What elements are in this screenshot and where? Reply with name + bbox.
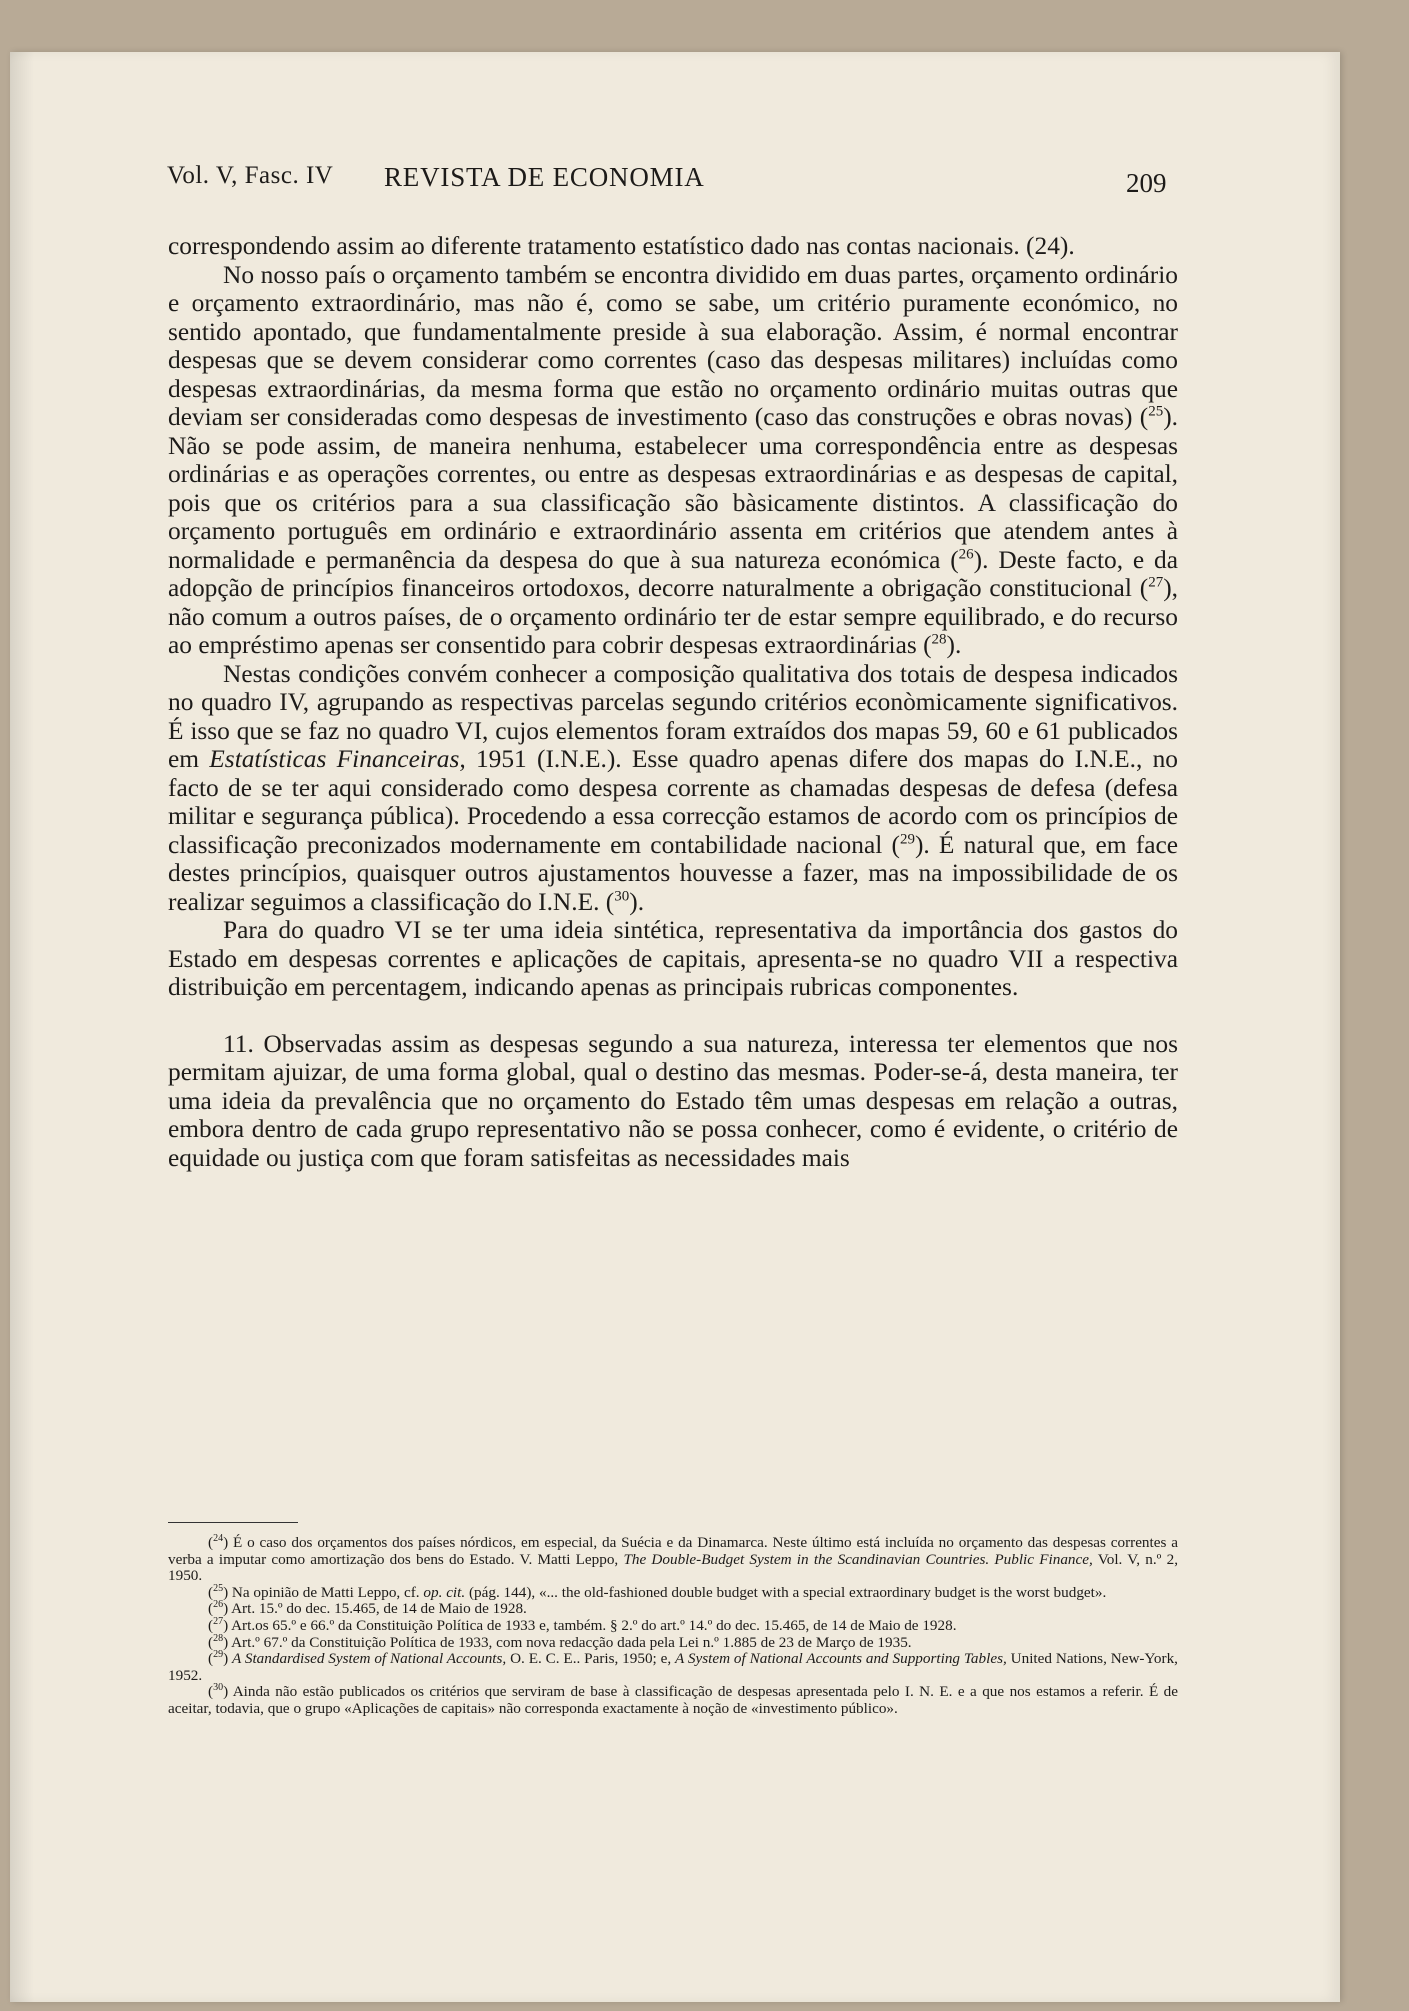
footnote-text: (pág. 144), «... the old-fashioned double budget with a special extraordinary budget is the worst budget». [465,1583,1107,1601]
paragraph-3-part: ). É natural que, em face destes princípios, quaisquer outros ajustamentos houvesse a fazer, mas na impossibilidade de os realizar seguimos a classificação do I.N.E. ( [168,830,1179,916]
page-fold-shadow [10,52,34,2002]
footnote-28: ($^{28}$) Art.º 67.º da Constituição Política de 1933, com nova redacção dada pela Lei n.º 1.885 de 23 de Março de 1935. [208,1632,912,1651]
footnote-ref: 30 [614,888,630,905]
footnotes [168,1532,1178,1718]
footnote-ref: 27 [1148,574,1164,591]
footnote-text: Ainda não estão publicados os critérios que serviram de base à classificação de despesas apresentada pelo I. N. E. e a que nos estamos a referir. É de aceitar, todavia, que o grupo «Aplicações de capitais» não corresponda exactamente à noção de «investimento público». [168,1683,1178,1717]
footnote-mark: 29 [213,1649,224,1661]
footnote-27: ($^{27}$) Art.os 65.º e 66.º da Constituição Política de 1933 e, também. § 2.º do art.º 14.º do dec. 15.465, de 14 de Maio de 1928. [208,1615,957,1634]
publication-title: Estatísticas Financeiras, [209,745,466,773]
footnote-italic: The Double-Budget System in the Scandinavian Countries. Public Finance, [623,1550,1093,1568]
paragraph-1: correspondendo assim ao diferente tratamento estatístico dado nas contas nacionais. (24). [168,232,1075,260]
footnote-text: É o caso dos orçamentos dos países nórdicos, em especial, da Suécia e da Dinamarca. Neste último está incluída no orçamento das despesas correntes a verba a imputar como amortização dos bens do Estado. V. Matti Leppo, [168,1534,1178,1568]
paragraph-2-part: ), não comum a outros países, de o orçamento ordinário ter de estar sempre equilibrado, e do recurso ao empréstimo apenas ser consentido para cobrir despesas extraordinárias ( [168,574,1178,659]
footnote-text: Na opinião de Matti Leppo, cf. [231,1583,424,1601]
paragraph-2-part: ). Não se pode assim, de maneira nenhuma, estabelecer uma correspondência entre as despesas ordinárias e as operações correntes, ou entre as despesas extraordinárias e as despesas de capital, pois que os critérios para a sua classificação são bàsicamente distintos. A classificação do orçamento português em ordinário e extraordinário assenta em critérios que atendem antes à normalidade e permanência da despesa do que à sua natureza económica ( [168,403,1178,574]
footnote-ref: 28 [931,631,947,648]
footnote-text: Art. 15.º do dec. 15.465, de 14 de Maio de 1928. [231,1600,527,1618]
paragraph-2 [168,261,1178,660]
document-page [10,52,1340,2002]
footnote-30: ($^{30}$) Ainda não estão publicados os critérios que serviram de base à classificação de despesas apresentada pelo I. N. E. e a que nos estamos a referir. É de aceitar, todavia, que o grupo «Aplicações de capitais» não corresponda exactamente à noção de «investimento público». [168,1682,1178,1717]
footnote-italic: A System of National Accounts and Supporting Tables, [675,1650,1007,1668]
footnote-mark: 30 [213,1682,224,1694]
footnote-ref: 25 [1148,403,1164,420]
paragraph-2-part: No nosso país o orçamento também se encontra dividido em duas partes, orçamento ordinário e orçamento extraordinário, mas não é, como se sabe, um critério puramente económico, no sentido apontado, que fundamentalmente preside à sua elaboração. Assim, é normal encontrar despesas que se devem considerar como correntes (caso das despesas militares) incluídas como despesas extraordinárias, da mesma forma que estão no orçamento ordinário muitas outras que deviam ser consideradas como despesas de investimento (caso das construções e obras novas) ( [168,260,1178,431]
footnote-text: Art.os 65.º e 66.º da Constituição Política de 1933 e, também. § 2.º do art.º 14.º do dec. 15.465, de 14 de Maio de 1928. [231,1616,957,1634]
footnote-ref: 29 [899,831,915,848]
paragraph-4: Para do quadro VI se ter uma ideia sintética, representativa da importância dos gastos do Estado em despesas correntes e aplicações de capitais, apresenta-se no quadro VII a respectiva distribuição em percentagem, indicando apenas as principais rubricas componentes. [168,916,1178,1001]
footnote-25: ($^{25}$) Na opinião de Matti Leppo, cf. op. cit. (pág. 144), «... the old-fashioned double budget with a special extraordinary budget is the worst budget». [208,1582,1107,1601]
footnote-29: ($^{29}$) A Standardised System of National Accounts, O. E. C. E.. Paris, 1950; e, A System of National Accounts and Supporting Tables, United Nations, New-York, 1952. [168,1649,1178,1684]
paragraph-3-part: ). [629,887,645,916]
running-head-volume: Vol. V, Fasc. IV [167,162,334,189]
paragraph-5: 11. Observadas assim as despesas segundo a sua natureza, interessa ter elementos que nos permitam ajuizar, de uma forma global, qual o destino das mesmas. Poder-se-á, desta maneira, ter uma ideia da prevalência que no orçamento do Estado têm umas despesas em relação a outras, embora dentro de cada grupo representativo não se possa conhecer, como é evidente, o critério de equidade ou justiça com que foram satisfeitas as necessidades mais [168,1029,1178,1172]
footnote-text: Art.º 67.º da Constituição Política de 1933, com nova redacção dada pela Lei n.º 1.885 de 23 de Março de 1935. [231,1633,912,1651]
footnote-mark: 26 [213,1599,224,1611]
footnote-mark: 28 [213,1632,224,1644]
paragraph-3-part: 1951 (I.N.E.). Esse quadro apenas difere dos mapas do I.N.E., no facto de se ter aqui considerado como despesa corrente as chamadas despesas de defesa (defesa militar e segurança pública). Procedendo a essa correcção estamos de acordo com os princípios de classificação preconizados modernamente em contabilidade nacional ( [168,745,1178,859]
paragraph-2-part: ). [946,631,962,659]
footnote-ref: 26 [958,546,974,563]
running-head-journal: REVISTA DE ECONOMIA [384,162,705,192]
body-text [168,232,1178,1172]
paragraph-3 [168,660,1178,917]
footnote-mark: 27 [213,1615,224,1627]
footnote-mark: 25 [213,1582,224,1594]
paragraph-2-part: ). Deste facto, e da adopção de princípios financeiros ortodoxos, decorre naturalmente a obrigação constitucional ( [168,545,1178,602]
footnote-text: United Nations, New-York, 1952. [168,1650,1178,1684]
footnote-24: ($^{24}$) É o caso dos orçamentos dos países nórdicos, em especial, da Suécia e da Dinamarca. Neste último está incluída no orçamento das despesas correntes a verba a imputar como amortização dos bens do Estado. V. Matti Leppo, The Double-Budget System in the Scandinavian Countries. Public Finance, Vol. V, n.º 2, 1950. [168,1532,1178,1585]
footnote-italic: A Standardised System of National Accounts, [231,1650,507,1668]
footnote-mark: 24 [213,1532,224,1544]
footnote-rule [168,1522,298,1523]
footnote-text: Vol. V, n.º 2, 1950. [168,1550,1178,1585]
footnote-26: ($^{26}$) Art. 15.º do dec. 15.465, de 14 de Maio de 1928. [208,1599,527,1618]
page-number: 209 [1126,168,1167,198]
footnote-italic: op. cit. [423,1583,466,1601]
footnote-text: O. E. C. E.. Paris, 1950; e, [506,1650,676,1668]
paragraph-3-part: Nestas condições convém conhecer a composição qualitativa dos totais de despesa indicados no quadro IV, agrupando as respectivas parcelas segundo critérios econòmicamente significativos. É isso que se faz no quadro VI, cujos elementos foram extraídos dos mapas 59, 60 e 61 publicados em [168,659,1178,773]
